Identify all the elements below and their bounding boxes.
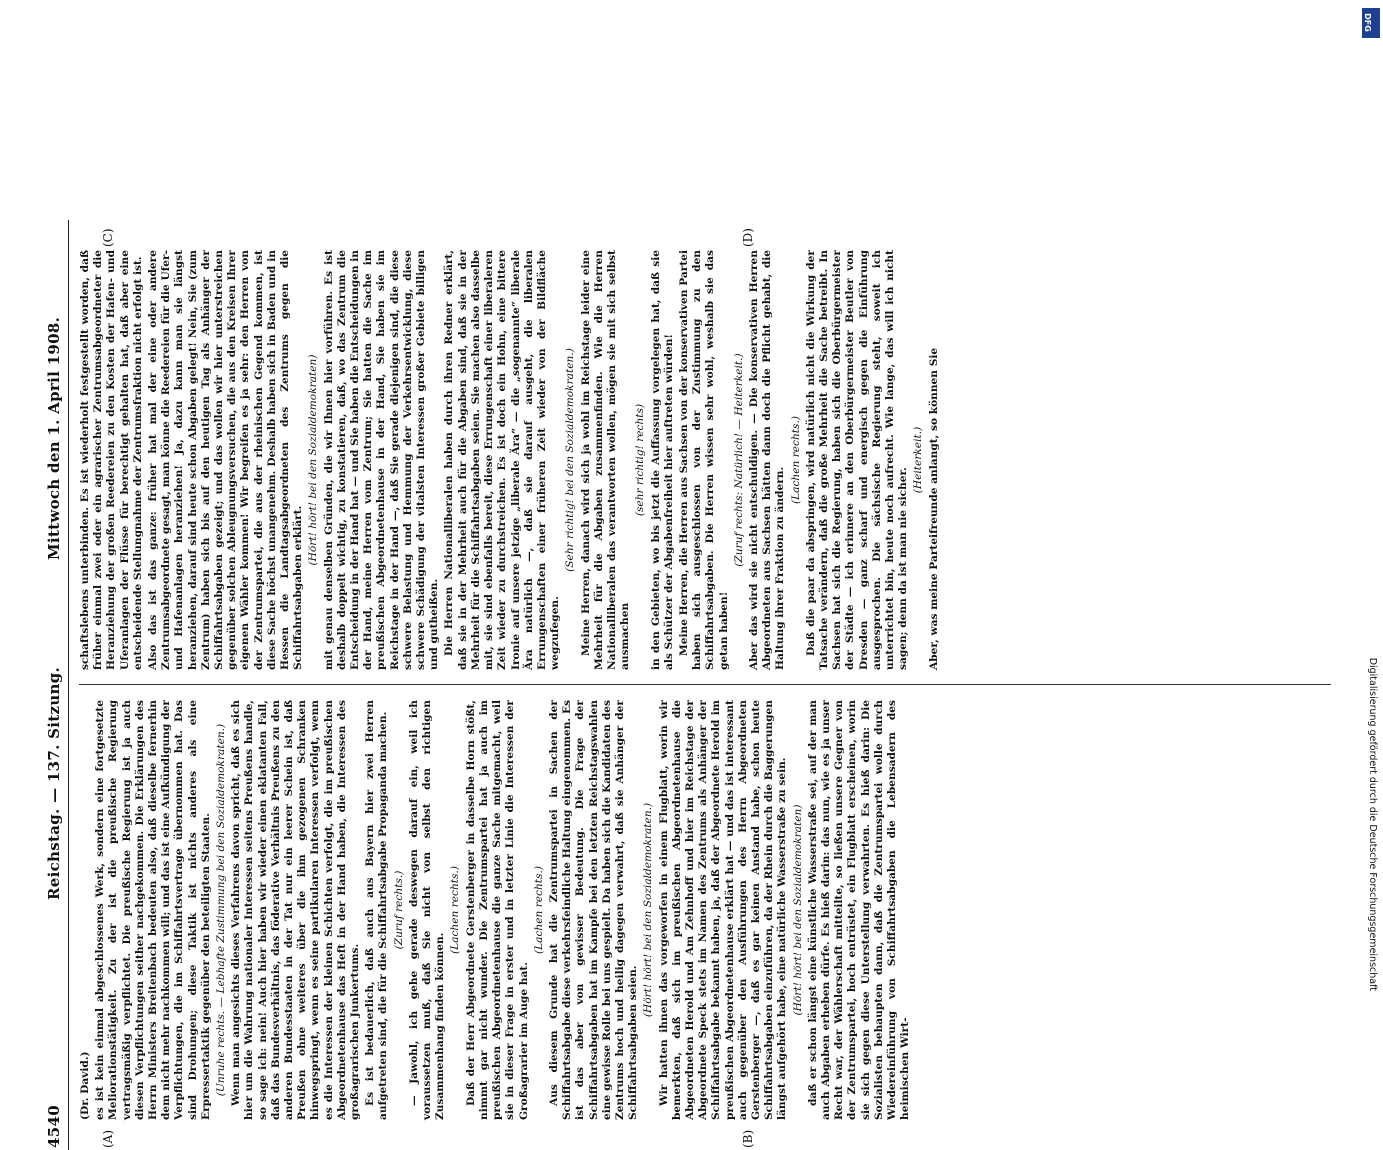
paragraph: Meine Herren, danach wird sich ja wohl im Reichstage leider eine Mehrheit für die Abgaben zusammenfinden. Wie die Herren Nationalliberalen das verantworten wollen, mögen sie mit sich selbst ausmachen <box>579 250 632 670</box>
paragraph: (Unruhe rechts. — Lebhafte Zustimmung bei den Sozialdemokraten.) <box>215 723 228 1097</box>
paragraph: schaftslebens unterbinden. Es ist wiederholt festgestellt worden, daß früher einmal zwei oder ein agrarischer Zentrumsabgeordneter die Heranziehung der großen Reedereien zu den Kosten der Hafen- und Uferanlagen der Flüsse für berechtigt gehalten hat, daß aber eine entscheidende Stellungnahme der Zentrumsfraktion nicht erfolgt ist. <box>79 250 144 670</box>
text-column-left <box>79 700 1331 1120</box>
running-title-left: Reichstag. — 137. Sitzung. <box>45 666 63 900</box>
paragraph: (Lachen rechts.) <box>532 866 545 954</box>
paragraph: (Zuruf rechts: Natürlich! — Heiterkeit.) <box>732 353 745 567</box>
paragraph: (Hört! hört! bei den Sozialdemokraten) <box>791 804 804 1016</box>
margin-marker-a: (A) <box>101 1129 115 1148</box>
paragraph: mit genau denselben Gründen, die wir Ihnen hier vorführen. Es ist deshalb doppelt wichtig, zu konstatieren, daß, wo das Zentrum die Entscheidung in der Hand hat — und Sie haben die Entscheidungen in der Hand, meine Herren vom Zentrum; Sie hatten die Sache im preußischen Abgeordnetenhause in der Hand, Sie haben sie im Reichstage in der Hand —, daß Sie gerade diejenigen sind, die diese schwere Belastung und Hemmung der Verkehrsentwicklung, diese schwere Schädigung der vitalsten Interessen großer Gebiete billigen und gutheißen. <box>322 250 441 670</box>
paragraph: Aus diesem Grunde hat die Zentrumspartei in Sachen der Schiffahrtsabgabe diese verkehrsfeindliche Haltung eingenommen. Es ist das aber von gewisser Bedeutung. Die Frage der Schiffahrtsabgaben hat im Kampfe bei den letzten Reichstagswahlen eine gewisse Rolle bei uns gespielt. Da haben sich die Kandidaten des Zentrums hoch und heilig dagegen verwahrt, daß sie Anhänger der Schiffahrtsabgaben seien. <box>547 700 640 1120</box>
paragraph: Wenn man angesichts dieses Verfahrens davon spricht, daß es sich hier um die Wahrung nationaler Interessen seitens Preußens handle, so sage ich: nein! Auch hier haben wir wieder einen eklatanten Fall, daß das Bundesverhältnis, das föderative Verhältnis Preußens zu den anderen Bundesstaaten in der Tat nur ein leerer Schein ist, daß Preußen ohne weiteres über die ihm gezogenen Schranken hinwegspringt, wenn es seine partikularen Interessen verfolgt, wenn es die Interessen der kleinen Schichten verfolgt, die im preußischen Abgeordnetenhause das Heft in der Hand haben, die Interessen des großagrarischen Junkertums. <box>230 700 362 1120</box>
column-divider <box>79 684 1331 685</box>
paragraph: (Lachen rechts.) <box>449 866 462 954</box>
paragraph: (Dr. David.) <box>79 1051 91 1120</box>
paragraph: daß er schon längst eine künstliche Wasserstraße sei, auf der man auch Abgaben erheben dürfe. Es hieß darin: das nun, wie es ja unser Recht war, der Wählerschaft mitteilte, so ließen unsere Gegner von der Zentrumspartei, hoch entrüstet, ein Flugblatt erscheinen, worin sie sich gegen diese Unterstellung verwahrten. Es hieß darin: Die Sozialisten behaupten dann, daß die Zentrumspartei wolle durch Wiedereinführung von Schiffahrtsabgaben die Lebensadern des heimischen Wirt- <box>806 700 912 1120</box>
margin-marker-b: (B) <box>741 1129 755 1148</box>
digitization-stamp <box>1363 8 1379 993</box>
paragraph: (Hört! hört! bei den Sozialdemokraten) <box>307 354 320 566</box>
margin-marker-c: (C) <box>101 228 115 247</box>
paragraph: (Sehr richtig! bei den Sozialdemokraten.) <box>564 348 577 572</box>
paragraph: (Zuruf rechts.) <box>392 870 405 950</box>
margin-marker-d: (D) <box>741 228 755 247</box>
paragraph: in den Gebieten, wo bis jetzt die Auffassung vorgelegen hat, daß sie als Schützer der Abgabenfreiheit hier auftreten würden! <box>649 250 675 670</box>
document-page <box>41 220 1341 1150</box>
paragraph: Daß der Herr Abgeordnete Gerstenberger in dasselbe Horn stößt, nimmt gar nicht wunder. Die Zentrumspartei hat ja auch im preußischen Abgeordnetenhause die ganze Sache mitgemacht, weil sie in dieser Frage in erster und in letzter Linie die Interessen der Großagrarier im Auge hat. <box>464 700 530 1120</box>
text-column-right <box>79 250 1331 670</box>
paragraph: (sehr richtig! rechts) <box>634 403 647 517</box>
running-title-right: Mittwoch den 1. April 1908. <box>45 316 63 560</box>
paragraph: Die Herren Nationalliberalen haben durch ihren Redner erklärt, daß sie in der Mehrheit auch für die Abgaben sind, daß sie in der Mehrheit für die Schiffahrtsabgaben seien. Sie machen also dasselbe mit, sie sind ebenfalls bereit, diese Errungenschaft einer liberaleren Zeit wieder zu durchstreichen. Es ist doch ein Hohn, eine bittere Ironie auf unsere jetzige „liberale Ära“ — die „sogenannte“ liberale Ära natürlich —, daß sie darauf ausgeht, die liberalen Errungenschaften einer früheren Zeit wieder von der Bildfläche wegzufegen. <box>443 250 562 670</box>
paragraph: Also das ist das ganze: früher hat mal der eine oder andere Zentrumsabgeordnete gesagt, man könne die Reedereien für die Ufer- und Hafenanlagen heranziehen! Ja, dazu kann man sie längst heranziehen, darauf sind heute schon Abgaben gelegt! Nein, Sie (zum Zentrum) haben sich bis auf den heutigen Tag als Anhänger der Schiffahrtsabgaben gezeigt; und das wollen wir hier unterstreichen gegenüber solchen Ableugnungsversuchen, die aus den Kreisen Ihrer eigenen Wähler kommen! Wir begreifen es ja sehr: den Herren von der Zentrumspartei, die aus der rheinischen Gegend kommen, ist diese Sache höchst unangenehm. Deshalb haben sich in Baden und in Hessen die Landtagsabgeordneten des Zentrums gegen die Schiffahrtsabgaben erklärt. <box>147 250 305 670</box>
paragraph: Aber das wird sie nicht entschuldigen. — Die konservativen Herren Abgeordneten aus Sachsen hätten dann doch die Pflicht gehabt, die Haltung ihrer Fraktion zu ändern. <box>747 250 787 670</box>
digitization-stamp-text: Digitalisierung gefördert durch die Deutsche Forschungsgemeinschaft <box>1367 657 1378 991</box>
page-number: 4540 <box>45 1105 63 1148</box>
paragraph: Es ist bedauerlich, daß auch aus Bayern hier zwei Herren aufgetreten sind, die für die Schiffahrtsabgabe Propaganda machen. <box>364 700 390 1120</box>
paragraph: Wir hatten ihnen das vorgeworfen in einem Flugblatt, worin wir bemerkten, daß sich im preußischen Abgeordnetenhause die Abgeordneten Herold und Am Zehnhoff und hier im Reichstage der Abgeordnete Speck stets im Namen des Zentrums als Anhänger der Schiffahrtsabgabe bekannt haben, ja, daß der Abgeordnete Herold im preußischen Abgeordnetenhause erklärt hat — und das ist interessant auch gegenüber den Ausführungen des Herrn Abgeordneten Gerstenberger —, daß es gar keinen Anstand habe, schon heute Schiffahrtsabgaben einzuführen, da der Rhein durch die Baggerungen längst aufgehört habe, eine natürliche Wasserstraße zu sein. <box>657 700 789 1120</box>
paragraph: es ist kein einmal abgeschlossenes Werk, sondern eine fortgesetzte Meliorationstätigkeit. Zu der ist die preußische Regierung vertragsmäßig verpflichtet. Die preußische Regierung ist ja auch diesen Verpflichtungen seither nachgekommen. Die Erklärungen des Herrn Ministers Breitenbach bedeuten also, daß dieselbe fernerhin dem nicht mehr nachkommen will; und das ist eine Aufkündigung der Verpflichtungen, die im Schiffahrtsvertrage übernommen hat. Das sind Drohungen; diese Taktik ist nichts anderes als eine Erpressertaktik gegenüber den beteiligten Staaten. <box>94 700 212 1120</box>
paragraph: (Heiterkeit.) <box>912 426 925 494</box>
page-header <box>41 220 69 1150</box>
header-rule <box>68 220 69 1150</box>
paragraph: Aber, was meine Parteifreunde anlangt, so können Sie <box>927 347 940 670</box>
paragraph: — Jawohl, ich gehe gerade deswegen darauf ein, weil ich voraussetzen muß, daß Sie nicht von selbst den richtigen Zusammenhang finden können. <box>407 700 447 1120</box>
paragraph: Meine Herren, die Herren aus Sachsen von der konservativen Partei haben sich ausgeschlossen von der Zustimmung zu den Schiffahrtsabgaben. Die Herren wissen sehr wohl, weshalb sie das getan haben! <box>677 250 730 670</box>
paragraph: Daß die paar da abspringen, wird natürlich nicht die Wirkung der Tatsache verändern, daß die große Mehrheit die Sache betreibt. In Sachsen hat sich die Regierung, haben sich die Oberbürgermeister der Städte — ich erinnere an den Oberbürgermeister Beutler von Dresden — ganz scharf und energisch gegen die Einführung ausgesprochen. Die sächsische Regierung steht, soweit ich unterrichtet bin, heute noch aufrecht. Wie lange, das will ich nicht sagen; denn da ist man nie sicher. <box>804 250 910 670</box>
paragraph: (Hört! hört! bei den Sozialdemokraten.) <box>642 802 655 1018</box>
paragraph: (Lachen rechts.) <box>789 416 802 504</box>
dfg-logo-text: DFG <box>1362 13 1372 32</box>
